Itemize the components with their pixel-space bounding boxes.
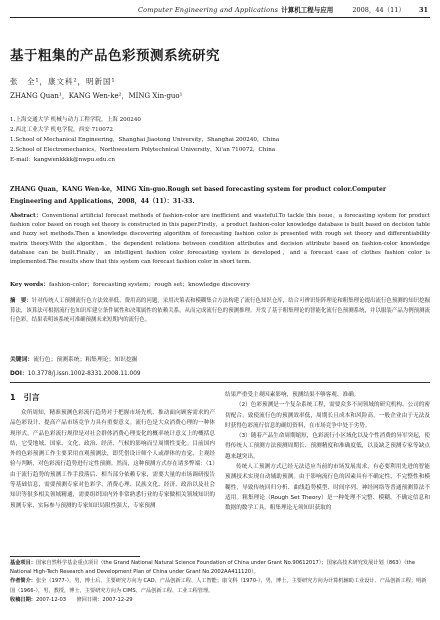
affiliation-en-1: 1.School of Mechanical Engineering，Shanghai Jiaotong University，Shanghai 200240，China xyxy=(10,137,280,143)
paper-title: 基于粗集的产品色彩预测系统研究 xyxy=(10,48,220,64)
footnote-label: 作者简介： xyxy=(10,578,36,585)
body-paragraph: 结果严重受主观因素影响，预测结果不够客观、准确。 xyxy=(225,392,360,398)
affiliation-cn-1: 1.上海交通大学 机械与动力工程学院，上海 200240 xyxy=(10,117,141,123)
footnote-text: 2007-12-03 修回日期：2007-12-29 xyxy=(35,596,133,603)
running-head xyxy=(10,2,430,18)
footnote-text: 张全（1977-），男，博士后，主要研究方向为 CAD、产品创新工程、人工智能；康文科（1970-），男，博士，主要研究方向为计算机辅助工业设计、产品创新工程；明新国（1966-），男，教授，博士，主要研究方向为 CIMS、产品创新工程、工业工程管理。 xyxy=(10,578,427,594)
footnote-authors xyxy=(10,577,430,595)
body-paragraph: 传统人工预测方式已经无法适应当前的市场发展需求，有必要利用先进的智能预测技术实现自动辅助预测。由于影响流行色的因素具有不确定性、不完整性和模糊性，导致传统回归分析、曲线趋势模型、时间序列、神经网络等普通预测算法不适用。粗集理论（Rough Set Theory）是一种处理不完整、模糊、不确定信息和数据的数学工具。粗集理论无须知识获取的 xyxy=(225,464,430,512)
keywords-en-label: Key words： xyxy=(10,282,50,288)
footnote-text: 国家自然科学基金重点项目（the Grand National Natural Science Foundation of China under Grant No.90612017）；国家高技术研究发展计划（863）（the National High-Tech Research and Development Plan of China under Grant No.2002AA411120）。 xyxy=(10,560,416,576)
abstract-en xyxy=(10,212,430,267)
affiliation-cn-2: 2.西北工业大学 机电学院，西安 710072 xyxy=(10,127,113,133)
citation: ZHANG Quan，KANG Wen-ke，MING Xin-guo.Rough set based forecasting system for product color.Computer Engineering and Applications，2008，44（11）：31-33. xyxy=(10,186,387,205)
footnote-rule xyxy=(10,556,140,557)
abstract-cn xyxy=(10,297,430,326)
keywords-en xyxy=(10,279,430,288)
authors-cn: 张 全¹，康文科²，明新国¹ xyxy=(10,77,116,86)
article-meta xyxy=(10,368,430,377)
journal-name-cn: 计算机工程与应用 xyxy=(281,6,334,14)
affiliation-en-2: 2.School of Electromechanics，Northwestern Polytechnical University，Xi'an 710072，China xyxy=(10,147,276,153)
footnote-funding xyxy=(10,559,430,577)
column-right xyxy=(225,390,430,514)
abstract-cn-label: 摘 要： xyxy=(10,298,32,304)
abstract-en-label: Abstract： xyxy=(10,213,42,219)
journal-name-en: Computer Engineering and Applications xyxy=(138,5,279,14)
issue-number: 2008，44（11） xyxy=(352,6,405,14)
body-paragraph: 众所周知，精准预测色彩流行趋势对于把握市场先机、推动面向顾客需求的产品色彩设计、提高产品市场竞争力具有重要意义。流行色是大众消费心理的一种体现形式，产品色彩流行规律是对社会群体消费心理变化的概率统计意义上的概括总结，它受地域、国家、文化、政治、经济、气候的影响而呈周期性变化。目前国内外的色彩预测工作主要采用直观预测法，即凭借设计师个人或群体的直觉、主观经验与判断，对色彩流行趋势进行定性预测。然而，这种预测方式存在诸多弊端：（1）由于流行趋势的预测工作手段落后、相当部分依赖专家，需要大量的市场调研报告等基础信息，需要预测专家对色彩学、消费心理、民族文化、经济、政治以及社会知识等很多相关领域精通，需要组织国内外非常熟悉行业的专家做相关领域知识的预测专家，实际参与预测的专家知识局限性强大，专家预测 xyxy=(10,410,215,509)
doi-value: 10.3778/j.issn.1002-8331.2008.11.009 xyxy=(27,371,141,377)
keywords-cn xyxy=(10,354,138,363)
keywords-en-text: fashion-color；forecasting system；rough set；knowledge discovery xyxy=(49,282,250,288)
abstract-cn-text: 针对传统人工预测流行色方法效率低、费用高的问题，采用决策表和模糊集合方法构建了流行色知识仓库，结合可辨识矩阵理论和粗集理论提出流行色预测的知识挖掘算法，该算法可根据流行色知识库建立条件属性和决策属性的依赖关系，从而完成流行色的预测推理。开发了基于粗集理论的智能化流行色预测系统，并以服装产品为例预测流行色彩，结果表明该系统可准确预测未来短期内的流行色。 xyxy=(10,298,430,324)
footnote-dates xyxy=(10,596,430,605)
page-number: 31 xyxy=(418,5,428,14)
header-divider xyxy=(10,382,430,383)
abstract-en-text: Conventional artificial forecast methods of fashion-color are inefficient and wasteful.To tackle this issue，a forecasting system for product fashion color based on rough set theory is constructed in this paper.Firstly，a product fashion-color knowledge database is built based on decision table and fuzzy set methods.Then a knowledge discovering algorithm of forecasting fashion color is presented with rough set theory and differentiability matrix theory.With the algorithm，the dependent relations between condition attributes and decision attribute based on fashion-color knowledge database can be built.Finally，an intelligent fashion color forecasting system is developed，and a forecast case of clothes fashion color is implemented.The results show that this system can forecast fashion color in short term. xyxy=(10,213,430,266)
footnote-label: 收稿日期： xyxy=(10,596,36,603)
authors-en: ZHANG Quan¹，KANG Wen-ke²，MING Xin-guo¹ xyxy=(10,92,183,100)
section-heading: 1 引言 xyxy=(10,393,40,402)
doi-label: DOI： xyxy=(10,371,28,377)
body-paragraph: （2）色彩预测是一个复杂系统工程，需要众多不同领域的研究机构、公司的密切配合，致使流行色的预测效率低，周期长且成本和风险高。一般企业由于无法及时获得色彩流行信息的确切资料，在市场竞争中处于劣势。 xyxy=(225,402,430,429)
author-email: E-mail：kangwenkkkk@nwpu.edu.cn xyxy=(10,157,116,163)
keywords-cn-text: 流行色；预测系统；粗集理论；知识挖掘 xyxy=(33,357,138,363)
body-paragraph: （3）随着产品生命周期缩短，色彩流行小区域化以及个性消费的异军突起，使得传统人工预测方法预测周期长、预测精度和准确度低，以及缺乏预测专家等缺点越来越突出。 xyxy=(225,433,430,460)
keywords-cn-label: 关键词： xyxy=(10,357,34,363)
footnote-label: 基金项目： xyxy=(10,560,36,566)
doi xyxy=(10,368,190,377)
footnotes xyxy=(10,559,430,605)
column-left xyxy=(10,390,215,511)
